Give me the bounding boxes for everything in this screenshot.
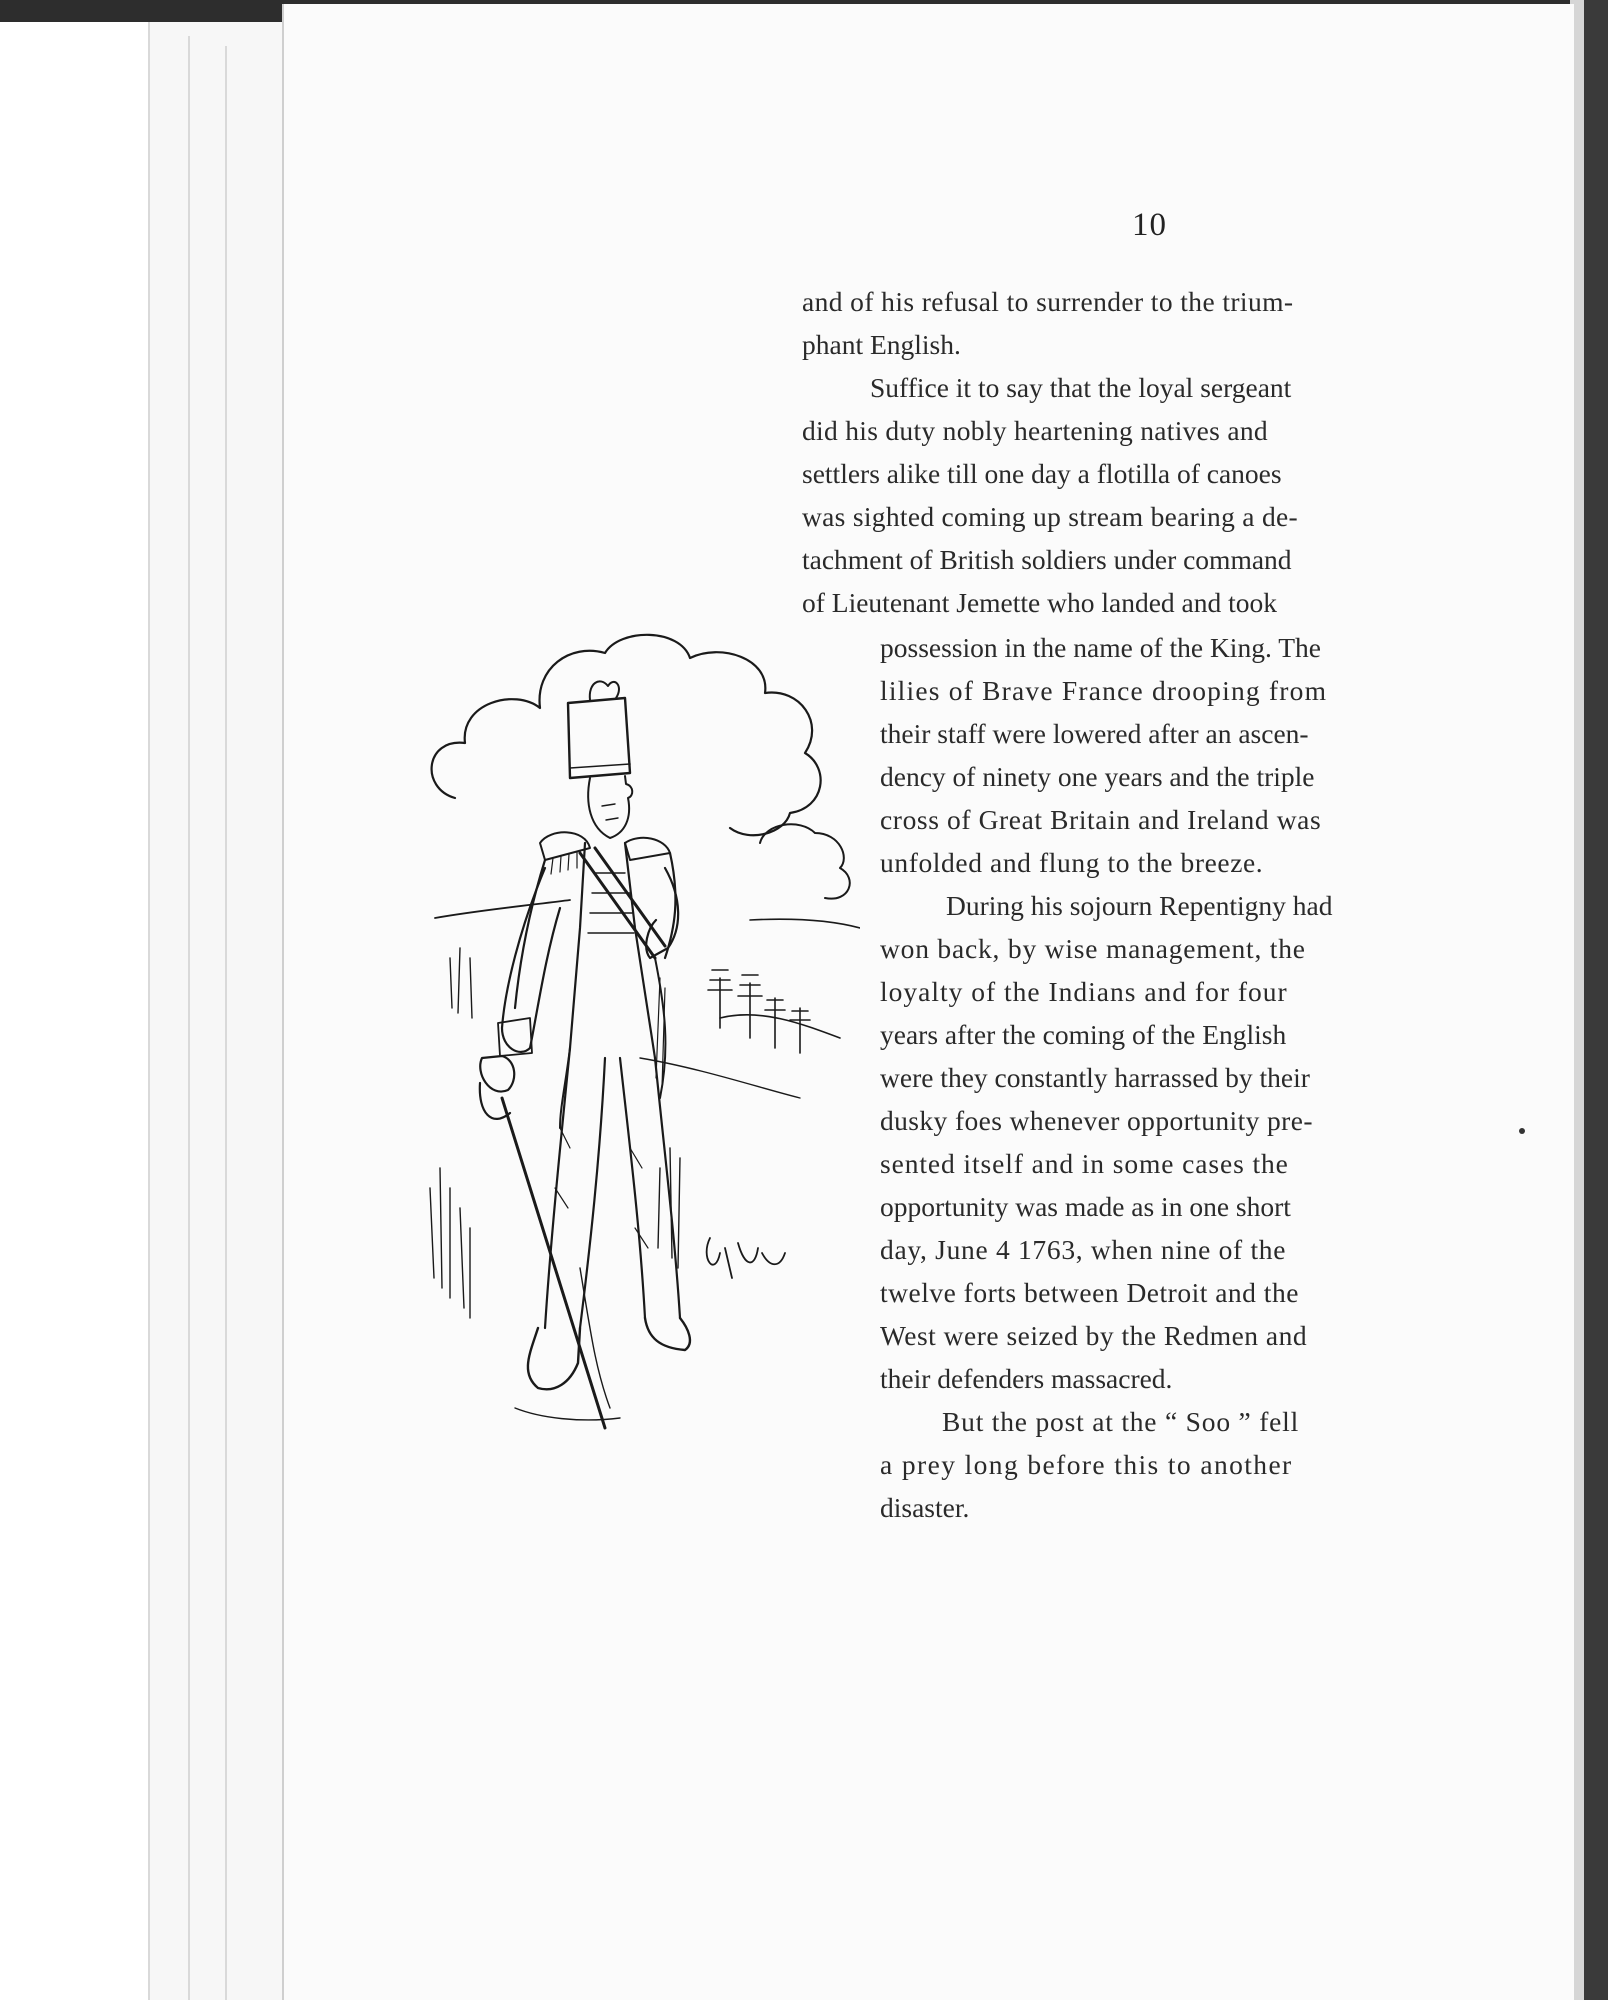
text-line: possession in the name of the King. The (880, 632, 1321, 663)
text-line: lilies of Brave France drooping from (880, 675, 1328, 706)
text-line: their defenders massacred. (880, 1363, 1173, 1394)
cross-belt (580, 848, 665, 958)
grass-tufts (430, 948, 680, 1408)
hat-plume (590, 681, 619, 700)
horizon-line (750, 919, 860, 928)
horizon-line (435, 900, 570, 918)
soldier-illustration (420, 628, 860, 1448)
text-line: dusky foes whenever opportunity pre- (880, 1105, 1313, 1136)
text-line: During his sojourn Repentigny had (946, 890, 1333, 921)
text-line: won back, by wise management, the (880, 933, 1306, 964)
text-line: disaster. (880, 1492, 970, 1523)
text-line: day, June 4 1763, when nine of the (880, 1234, 1287, 1265)
scan-right-edge (1584, 0, 1608, 2000)
text-line: unfolded and flung to the breeze. (880, 847, 1264, 878)
text-line: years after the coming of the English (880, 1019, 1287, 1050)
epaulette-right (625, 838, 670, 860)
text-line: dency of ninety one years and the triple (880, 761, 1315, 792)
hill-line (720, 1015, 840, 1038)
text-block-column (880, 626, 1480, 1529)
text-line: tachment of British soldiers under command (802, 544, 1292, 575)
ink-speck (1519, 1128, 1525, 1134)
text-block-full-width (802, 280, 1482, 624)
cloud-outline (432, 635, 821, 835)
text-line: did his duty nobly heartening natives and (802, 415, 1268, 446)
text-line: sented itself and in some cases the (880, 1148, 1289, 1179)
tree-group (708, 970, 810, 1053)
sword-blade (502, 1098, 605, 1428)
soldier-face (588, 776, 632, 838)
text-line: cross of Great Britain and Ireland was (880, 804, 1322, 835)
text-line: a prey long before this to another (880, 1449, 1293, 1480)
text-line: twelve forts between Detroit and the (880, 1277, 1299, 1308)
text-line: their staff were lowered after an ascen- (880, 718, 1309, 749)
ground-shadow (515, 1408, 620, 1420)
text-line: were they constantly harrassed by their (880, 1062, 1310, 1093)
page-number: 10 (1132, 207, 1167, 243)
text-line: Suffice it to say that the loyal sergeant (870, 372, 1292, 403)
boot-left (528, 1328, 580, 1389)
text-line: But the post at the “ Soo ” fell (942, 1406, 1300, 1437)
cloud-outline (760, 824, 850, 898)
text-line: was sighted coming up stream bearing a de- (802, 501, 1298, 532)
boot-right (645, 1318, 690, 1350)
text-line: loyalty of the Indians and for four (880, 976, 1288, 1007)
text-line: opportunity was made as in one short (880, 1191, 1291, 1222)
text-line: and of his refusal to surrender to the trium- (802, 286, 1294, 317)
gloved-hand (480, 1056, 514, 1092)
artist-signature (707, 1238, 785, 1278)
text-line: West were seized by the Redmen and (880, 1320, 1308, 1351)
text-line: settlers alike till one day a flotilla of canoes (802, 458, 1282, 489)
text-line: phant English. (802, 329, 961, 360)
text-line: of Lieutenant Jemette who landed and took (802, 587, 1277, 618)
